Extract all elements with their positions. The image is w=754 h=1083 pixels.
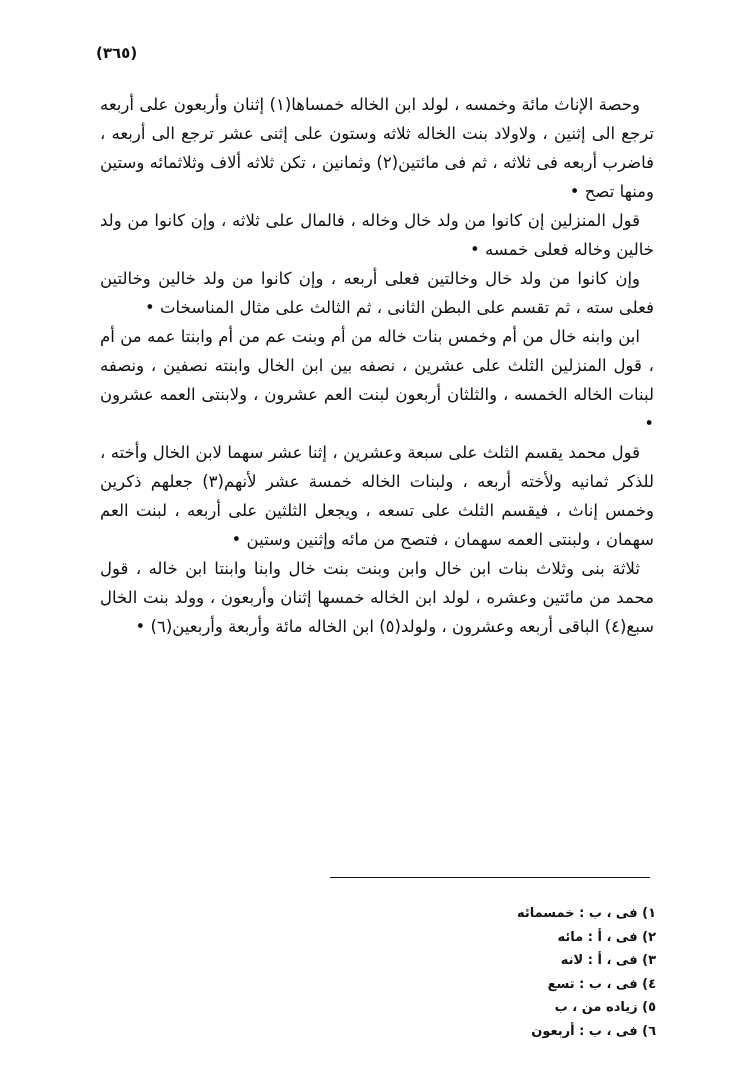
footnote-divider (330, 877, 650, 878)
footnote-2: ٢) فى ، أ : مائه (557, 929, 656, 945)
footnote-5: ٥) زياده من ، ب (554, 1000, 656, 1015)
footnote-6: ٦) فى ، ب : أربعون (531, 1023, 656, 1039)
paragraph: قول محمد يقسم الثلث على سبعة وعشرين ، إثنا عشر سهما لابن الخال وأخته ، للذكر ثمانيه ولأخته أربعه ، ولبنات الخاله خمسة عشر لأنهم(٣) جعلهم ذكرين وخمس إناث ، فيقسم الثلث على تسعه ، ويجعل الثلثين على أربعه ، لبنت العم سهمان ، ولبنتى العمه سهمان ، فتصح من مائه وإثنين وستين • (100, 443, 654, 549)
footnote-4: ٤) فى ، ب : تسع (547, 976, 656, 992)
paragraph: قول المنزلين إن كانوا من ولد خال وخاله ، فالمال على ثلاثه ، وإن كانوا من ولد خالين وخاله فعلى خمسه • (100, 211, 654, 259)
paragraph: ابن وابنه خال من أم وخمس بنات خاله من أم وبنت عم من أم وابنتا عمه من أم ، قول المنزلين الثلث على عشرين ، نصفه بين ابن الخال وابنته نصفين ، ونصفه لبنات الخاله الخمسه ، والثلثان أربعون لبنت العم عشرون ، ولابنتى العمه عشرون • (100, 327, 654, 433)
footnote-3: ٣) فى ، أ : لانه (560, 953, 656, 968)
body-text (100, 90, 654, 641)
footnote-1: ١) فى ، ب : خمسمائه (516, 906, 656, 921)
footnotes (396, 902, 656, 1043)
paragraph: ثلاثة بنى وثلاث بنات ابن خال وابن وبنت بنت خال وابنا وابنتا ابن خاله ، قول محمد من مائتين وعشره ، لولد ابن الخاله خمسها إثنان وأربعون ، وولد بنت الخال سبع(٤) الباقى أربعه وعشرون ، ولولد(٥) ابن الخاله مائة وأربعة وأربعين(٦) • (100, 559, 654, 636)
paragraph: وحصة الإناث مائة وخمسه ، لولد ابن الخاله خمساها(١) إثنان وأربعون على أربعه ترجع الى إثنين ، ولاولاد بنت الخاله ثلاثه وستون على إثنى عشر ترجع الى أربعه ، فاضرب أربعه فى ثلاثه ، ثم فى مائتين(٢) وثمانين ، تكن ثلاثه ألاف وثلاثمائه وستين ومنها تصح • (100, 95, 654, 201)
paragraph: وإن كانوا من ولد خال وخالتين فعلى أربعه ، وإن كانوا من ولد خالين وخالتين فعلى سته ، ثم تقسم على البطن الثانى ، ثم الثالث على مثال المناسخات • (100, 269, 654, 317)
page-number: (٣٦٥) (96, 44, 138, 62)
